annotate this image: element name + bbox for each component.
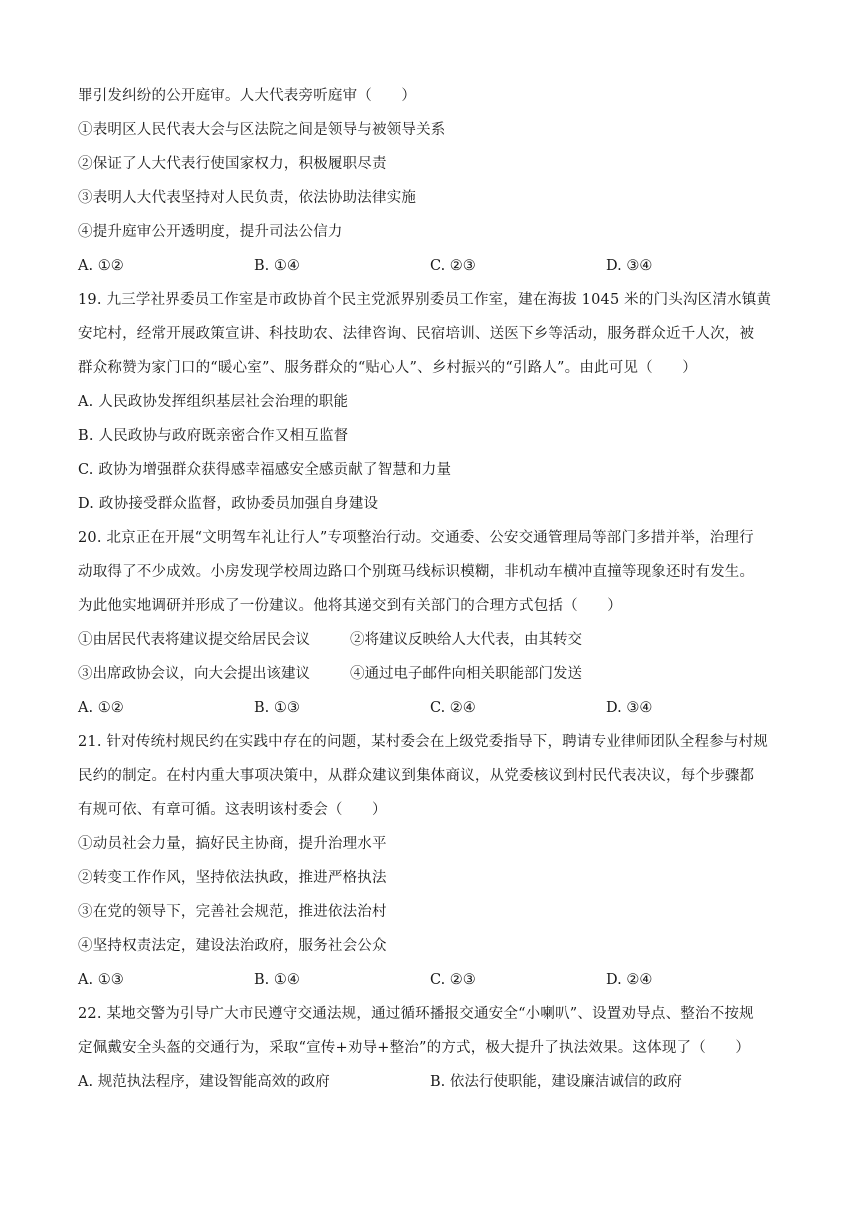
q18-option-b: B. ①④ (254, 258, 300, 274)
q18-option-d: D. ③④ (606, 258, 653, 274)
q18-option-c: C. ②③ (430, 258, 476, 274)
q19-stem-line-3: 群众称赞为家门口的“暖心室”、服务群众的“贴心人”、乡村振兴的“引路人”。由此可见（ ） (78, 360, 697, 376)
q18-option-a: A. ①② (78, 258, 124, 274)
q20-stem-line-2: 动取得了不少成效。小房发现学校周边路口个别斑马线标识模糊，非机动车横冲直撞等现象还时有发生。 (78, 564, 755, 580)
q22-stem-line-2: 定佩戴安全头盔的交通行为，采取“宣传+劝导+整治”的方式，极大提升了执法效果。这体现了（ ） (78, 1040, 751, 1056)
q20-statement-1: ①由居民代表将建议提交给居民会议 (78, 632, 310, 648)
q20-option-d: D. ③④ (606, 700, 653, 716)
q20-statement-3: ③出席政协会议，向大会提出该建议 (78, 666, 310, 682)
q18-statement-4: ④提升庭审公开透明度，提升司法公信力 (78, 224, 343, 240)
q20-option-a: A. ①② (78, 700, 124, 716)
q21-statement-1: ①动员社会力量，搞好民主协商，提升治理水平 (78, 836, 387, 852)
q22-option-b: B. 依法行使职能，建设廉洁诚信的政府 (430, 1074, 682, 1090)
q19-option-d: D. 政协接受群众监督，政协委员加强自身建设 (78, 496, 379, 512)
q20-stem-line-1: 20. 北京正在开展“文明驾车礼让行人”专项整治行动。交通委、公安交通管理局等部门多措并举，治理行 (78, 530, 754, 546)
q21-stem-line-2: 民约的制定。在村内重大事项决策中，从群众建议到集体商议，从党委核议到村民代表决议，每个步骤都 (78, 768, 755, 784)
q18-stem: 罪引发纠纷的公开庭审。人大代表旁听庭审（ ） (78, 88, 417, 104)
q21-stem-line-1: 21. 针对传统村规民约在实践中存在的问题，某村委会在上级党委指导下，聘请专业律师团队全程参与村规 (78, 734, 768, 750)
q20-stem-line-3: 为此他实地调研并形成了一份建议。他将其递交到有关部门的合理方式包括（ ） (78, 598, 622, 614)
q18-statement-1: ①表明区人民代表大会与区法院之间是领导与被领导关系 (78, 122, 446, 138)
q21-option-a: A. ①③ (78, 972, 124, 988)
q20-statement-4: ④通过电子邮件向相关职能部门发送 (350, 666, 582, 682)
q22-stem-line-1: 22. 某地交警为引导广大市民遵守交通法规，通过循环播报交通安全“小喇叭”、设置劝导点、整治不按规 (78, 1006, 754, 1022)
q19-option-a: A. 人民政协发挥组织基层社会治理的职能 (78, 394, 349, 410)
q22-option-a: A. 规范执法程序，建设智能高效的政府 (78, 1074, 330, 1090)
q21-option-c: C. ②③ (430, 972, 476, 988)
q19-stem-line-1: 19. 九三学社界委员工作室是市政协首个民主党派界别委员工作室，建在海拔 1045 米的门头沟区清水镇黄 (78, 292, 772, 308)
q21-statement-2: ②转变工作作风，坚持依法执政，推进严格执法 (78, 870, 387, 886)
q20-option-c: C. ②④ (430, 700, 476, 716)
q19-option-b: B. 人民政协与政府既亲密合作又相互监督 (78, 428, 349, 444)
q20-statement-2: ②将建议反映给人大代表，由其转交 (350, 632, 582, 648)
q18-statement-2: ②保证了人大代表行使国家权力，积极履职尽责 (78, 156, 387, 172)
q21-stem-line-3: 有规可依、有章可循。这表明该村委会（ ） (78, 802, 387, 818)
q21-statement-4: ④坚持权责法定，建设法治政府，服务社会公众 (78, 938, 387, 954)
q21-option-b: B. ①④ (254, 972, 300, 988)
q18-statement-3: ③表明人大代表坚持对人民负责，依法协助法律实施 (78, 190, 417, 206)
q19-stem-line-2: 安坨村，经常开展政策宣讲、科技助农、法律咨询、民宿培训、送医下乡等活动，服务群众近千人次，被 (78, 326, 755, 342)
q21-option-d: D. ②④ (606, 972, 653, 988)
q19-option-c: C. 政协为增强群众获得感幸福感安全感贡献了智慧和力量 (78, 462, 452, 478)
q21-statement-3: ③在党的领导下，完善社会规范，推进依法治村 (78, 904, 387, 920)
q20-option-b: B. ①③ (254, 700, 300, 716)
